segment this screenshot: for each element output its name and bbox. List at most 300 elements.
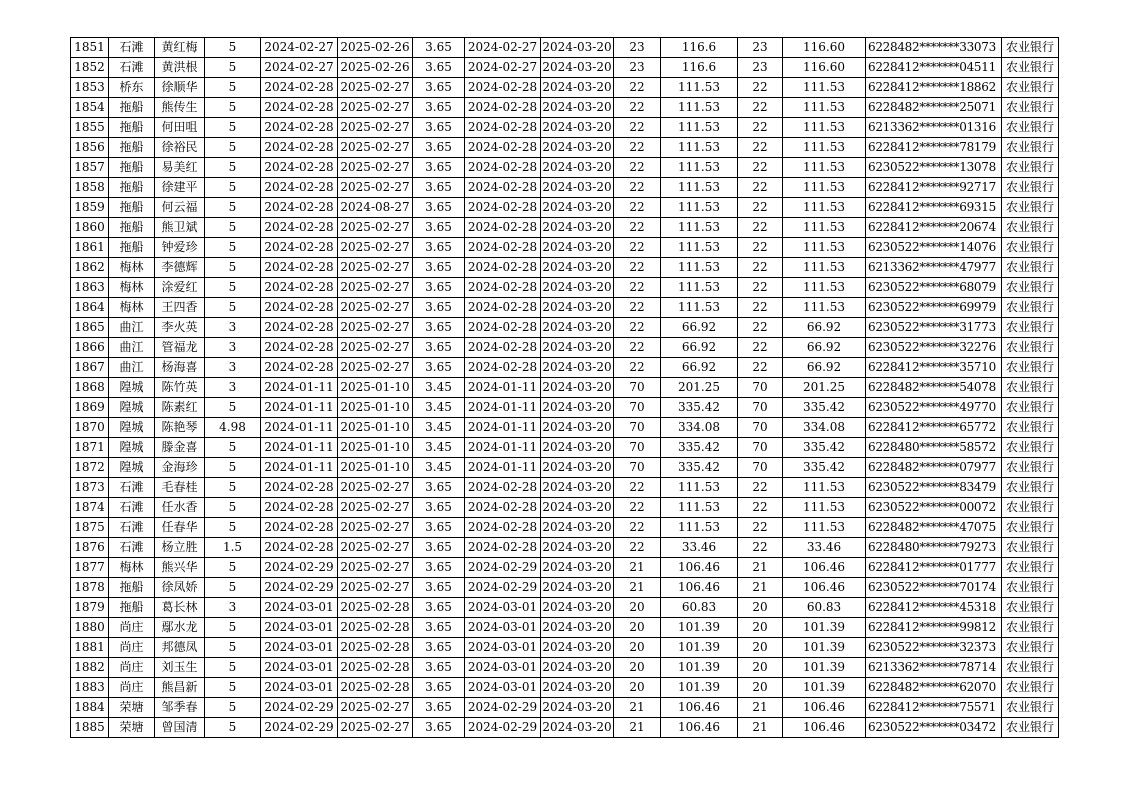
loan-amount-cell: 5 [205,518,261,538]
interest-rate-cell: 3.65 [413,198,465,218]
interest-start-date-cell: 2024-02-28 [465,358,541,378]
name-cell: 滕金喜 [155,438,205,458]
township-cell: 尚庄 [109,678,155,698]
interest-cell: 111.53 [661,258,738,278]
interest-rate-cell: 3.65 [413,678,465,698]
interest-rate-cell: 3.65 [413,278,465,298]
days-cell: 22 [614,538,661,558]
interest-end-date-cell: 2024-03-20 [541,418,614,438]
table-row [71,218,1059,238]
subsidy-amount-cell: 116.60 [783,58,866,78]
loan-end-date-cell: 2025-02-27 [338,278,413,298]
bank-name-cell: 农业银行 [1002,578,1059,598]
row-number-cell: 1879 [71,598,109,618]
row-number-cell: 1859 [71,198,109,218]
loan-start-date-cell: 2024-02-28 [261,258,338,278]
table-row [71,138,1059,158]
name-cell: 王四香 [155,298,205,318]
interest-start-date-cell: 2024-03-01 [465,638,541,658]
loan-amount-cell: 5 [205,138,261,158]
loan-start-date-cell: 2024-02-28 [261,318,338,338]
days-cell: 22 [614,238,661,258]
loan-amount-cell: 1.5 [205,538,261,558]
subsidy-days-cell: 21 [738,718,783,738]
days-cell: 21 [614,558,661,578]
subsidy-days-cell: 20 [738,638,783,658]
interest-start-date-cell: 2024-03-01 [465,618,541,638]
days-cell: 70 [614,378,661,398]
bank-name-cell: 农业银行 [1002,258,1059,278]
loan-amount-cell: 5 [205,438,261,458]
table-row [71,378,1059,398]
interest-end-date-cell: 2024-03-20 [541,158,614,178]
loan-amount-cell: 5 [205,718,261,738]
days-cell: 20 [614,598,661,618]
subsidy-amount-cell: 111.53 [783,198,866,218]
bank-name-cell: 农业银行 [1002,598,1059,618]
days-cell: 22 [614,218,661,238]
township-cell: 梅林 [109,558,155,578]
loan-end-date-cell: 2025-01-10 [338,438,413,458]
loan-amount-cell: 3 [205,318,261,338]
township-cell: 梅林 [109,278,155,298]
days-cell: 22 [614,158,661,178]
card-number-cell: 6228412*******78179 [866,138,1002,158]
name-cell: 徐建平 [155,178,205,198]
name-cell: 黄红梅 [155,38,205,58]
days-cell: 21 [614,698,661,718]
loan-end-date-cell: 2025-02-28 [338,638,413,658]
days-cell: 20 [614,618,661,638]
interest-end-date-cell: 2024-03-20 [541,398,614,418]
row-number-cell: 1854 [71,98,109,118]
subsidy-days-cell: 20 [738,658,783,678]
card-number-cell: 6230522*******49770 [866,398,1002,418]
interest-end-date-cell: 2024-03-20 [541,698,614,718]
name-cell: 杨立胜 [155,538,205,558]
interest-start-date-cell: 2024-02-28 [465,238,541,258]
interest-start-date-cell: 2024-02-29 [465,558,541,578]
name-cell: 徐裕民 [155,138,205,158]
interest-start-date-cell: 2024-02-28 [465,158,541,178]
row-number-cell: 1861 [71,238,109,258]
name-cell: 熊卫斌 [155,218,205,238]
name-cell: 徐顺华 [155,78,205,98]
row-number-cell: 1874 [71,498,109,518]
table-row [71,638,1059,658]
loan-start-date-cell: 2024-01-11 [261,438,338,458]
loan-amount-cell: 5 [205,558,261,578]
row-number-cell: 1873 [71,478,109,498]
interest-cell: 106.46 [661,718,738,738]
interest-cell: 335.42 [661,438,738,458]
interest-rate-cell: 3.65 [413,498,465,518]
interest-start-date-cell: 2024-02-28 [465,138,541,158]
loan-end-date-cell: 2025-02-27 [338,518,413,538]
name-cell: 黄洪根 [155,58,205,78]
loan-end-date-cell: 2025-01-10 [338,378,413,398]
loan-end-date-cell: 2025-02-27 [338,498,413,518]
loan-start-date-cell: 2024-02-28 [261,278,338,298]
name-cell: 熊昌新 [155,678,205,698]
bank-name-cell: 农业银行 [1002,638,1059,658]
subsidy-amount-cell: 111.53 [783,478,866,498]
name-cell: 陈素红 [155,398,205,418]
loan-start-date-cell: 2024-02-28 [261,338,338,358]
bank-name-cell: 农业银行 [1002,498,1059,518]
row-number-cell: 1858 [71,178,109,198]
township-cell: 尚庄 [109,638,155,658]
subsidy-amount-cell: 116.60 [783,38,866,58]
subsidy-days-cell: 70 [738,378,783,398]
loan-amount-cell: 5 [205,118,261,138]
table-row [71,578,1059,598]
subsidy-amount-cell: 106.46 [783,578,866,598]
days-cell: 22 [614,198,661,218]
subsidy-days-cell: 22 [738,218,783,238]
subsidy-amount-cell: 60.83 [783,598,866,618]
subsidy-days-cell: 22 [738,118,783,138]
subsidy-amount-cell: 111.53 [783,258,866,278]
table-row [71,718,1059,738]
loan-amount-cell: 4.98 [205,418,261,438]
loan-start-date-cell: 2024-03-01 [261,598,338,618]
subsidy-amount-cell: 111.53 [783,158,866,178]
loan-start-date-cell: 2024-02-28 [261,358,338,378]
bank-name-cell: 农业银行 [1002,158,1059,178]
days-cell: 23 [614,58,661,78]
subsidy-amount-cell: 111.53 [783,238,866,258]
interest-cell: 101.39 [661,658,738,678]
subsidy-amount-cell: 106.46 [783,718,866,738]
card-number-cell: 6228412*******01777 [866,558,1002,578]
interest-rate-cell: 3.65 [413,218,465,238]
loan-end-date-cell: 2025-02-27 [338,478,413,498]
loan-end-date-cell: 2025-02-27 [338,178,413,198]
subsidy-days-cell: 22 [738,158,783,178]
interest-rate-cell: 3.65 [413,38,465,58]
row-number-cell: 1852 [71,58,109,78]
table-row [71,398,1059,418]
card-number-cell: 6230522*******32373 [866,638,1002,658]
name-cell: 徐凤娇 [155,578,205,598]
subsidy-amount-cell: 101.39 [783,678,866,698]
card-number-cell: 6230522*******83479 [866,478,1002,498]
bank-name-cell: 农业银行 [1002,678,1059,698]
interest-rate-cell: 3.65 [413,178,465,198]
days-cell: 21 [614,718,661,738]
loan-start-date-cell: 2024-02-28 [261,118,338,138]
loan-start-date-cell: 2024-02-28 [261,178,338,198]
interest-rate-cell: 3.65 [413,538,465,558]
loan-amount-cell: 3 [205,358,261,378]
interest-start-date-cell: 2024-01-11 [465,398,541,418]
loan-amount-cell: 5 [205,178,261,198]
bank-name-cell: 农业银行 [1002,278,1059,298]
row-number-cell: 1851 [71,38,109,58]
subsidy-amount-cell: 106.46 [783,558,866,578]
card-number-cell: 6230522*******69979 [866,298,1002,318]
table-row [71,538,1059,558]
interest-cell: 201.25 [661,378,738,398]
loan-end-date-cell: 2025-02-27 [338,298,413,318]
loan-end-date-cell: 2025-01-10 [338,418,413,438]
bank-name-cell: 农业银行 [1002,178,1059,198]
loan-amount-cell: 5 [205,618,261,638]
loan-start-date-cell: 2024-01-11 [261,418,338,438]
table-row [71,258,1059,278]
card-number-cell: 6228412*******65772 [866,418,1002,438]
subsidy-amount-cell: 66.92 [783,358,866,378]
name-cell: 杨海喜 [155,358,205,378]
row-number-cell: 1884 [71,698,109,718]
loan-end-date-cell: 2025-02-27 [338,318,413,338]
interest-end-date-cell: 2024-03-20 [541,258,614,278]
interest-end-date-cell: 2024-03-20 [541,78,614,98]
loan-end-date-cell: 2025-02-28 [338,678,413,698]
table-row [71,518,1059,538]
interest-rate-cell: 3.65 [413,58,465,78]
card-number-cell: 6228412*******18862 [866,78,1002,98]
interest-start-date-cell: 2024-02-29 [465,578,541,598]
name-cell: 涂爱红 [155,278,205,298]
interest-start-date-cell: 2024-02-28 [465,98,541,118]
card-number-cell: 6228412*******20674 [866,218,1002,238]
interest-end-date-cell: 2024-03-20 [541,378,614,398]
loan-start-date-cell: 2024-02-28 [261,478,338,498]
name-cell: 陈艳琴 [155,418,205,438]
subsidy-amount-cell: 111.53 [783,218,866,238]
name-cell: 曾国清 [155,718,205,738]
days-cell: 70 [614,398,661,418]
interest-cell: 60.83 [661,598,738,618]
bank-name-cell: 农业银行 [1002,398,1059,418]
table-row [71,298,1059,318]
card-number-cell: 6230522*******00072 [866,498,1002,518]
loan-end-date-cell: 2025-02-27 [338,558,413,578]
interest-start-date-cell: 2024-01-11 [465,438,541,458]
bank-name-cell: 农业银行 [1002,318,1059,338]
subsidy-days-cell: 70 [738,438,783,458]
interest-rate-cell: 3.65 [413,118,465,138]
township-cell: 梅林 [109,258,155,278]
loan-start-date-cell: 2024-02-27 [261,58,338,78]
row-number-cell: 1876 [71,538,109,558]
subsidy-days-cell: 22 [738,78,783,98]
card-number-cell: 6230522*******14076 [866,238,1002,258]
loan-start-date-cell: 2024-02-28 [261,218,338,238]
loan-amount-cell: 5 [205,678,261,698]
bank-name-cell: 农业银行 [1002,78,1059,98]
interest-end-date-cell: 2024-03-20 [541,718,614,738]
interest-cell: 335.42 [661,458,738,478]
bank-name-cell: 农业银行 [1002,38,1059,58]
interest-end-date-cell: 2024-03-20 [541,478,614,498]
card-number-cell: 6228482*******54078 [866,378,1002,398]
interest-rate-cell: 3.65 [413,98,465,118]
card-number-cell: 6228412*******45318 [866,598,1002,618]
interest-end-date-cell: 2024-03-20 [541,318,614,338]
interest-start-date-cell: 2024-02-28 [465,538,541,558]
subsidy-days-cell: 22 [738,518,783,538]
subsidy-amount-cell: 111.53 [783,98,866,118]
loan-amount-cell: 5 [205,578,261,598]
days-cell: 21 [614,578,661,598]
loan-amount-cell: 5 [205,698,261,718]
table-row [71,598,1059,618]
days-cell: 22 [614,498,661,518]
row-number-cell: 1883 [71,678,109,698]
interest-end-date-cell: 2024-03-20 [541,558,614,578]
row-number-cell: 1857 [71,158,109,178]
loan-amount-cell: 3 [205,598,261,618]
name-cell: 熊兴华 [155,558,205,578]
interest-rate-cell: 3.65 [413,318,465,338]
township-cell: 隍城 [109,378,155,398]
interest-end-date-cell: 2024-03-20 [541,58,614,78]
loan-start-date-cell: 2024-03-01 [261,658,338,678]
interest-cell: 111.53 [661,98,738,118]
bank-name-cell: 农业银行 [1002,618,1059,638]
loan-amount-cell: 5 [205,78,261,98]
loan-start-date-cell: 2024-03-01 [261,678,338,698]
table-row [71,98,1059,118]
row-number-cell: 1853 [71,78,109,98]
name-cell: 邹季春 [155,698,205,718]
card-number-cell: 6230522*******70174 [866,578,1002,598]
name-cell: 钟爱珍 [155,238,205,258]
loan-end-date-cell: 2025-02-27 [338,218,413,238]
interest-cell: 66.92 [661,338,738,358]
subsidy-days-cell: 23 [738,38,783,58]
row-number-cell: 1871 [71,438,109,458]
loan-end-date-cell: 2025-01-10 [338,398,413,418]
interest-cell: 111.53 [661,118,738,138]
interest-cell: 101.39 [661,678,738,698]
loan-end-date-cell: 2025-02-27 [338,158,413,178]
subsidy-amount-cell: 111.53 [783,498,866,518]
loan-start-date-cell: 2024-02-29 [261,718,338,738]
name-cell: 易美红 [155,158,205,178]
subsidy-amount-cell: 111.53 [783,518,866,538]
interest-cell: 33.46 [661,538,738,558]
interest-end-date-cell: 2024-03-20 [541,578,614,598]
loan-end-date-cell: 2025-02-28 [338,618,413,638]
loan-start-date-cell: 2024-02-28 [261,198,338,218]
table-row [71,458,1059,478]
loan-start-date-cell: 2024-02-28 [261,78,338,98]
subsidy-amount-cell: 201.25 [783,378,866,398]
interest-end-date-cell: 2024-03-20 [541,218,614,238]
bank-name-cell: 农业银行 [1002,658,1059,678]
interest-rate-cell: 3.65 [413,558,465,578]
table-row [71,118,1059,138]
name-cell: 任水香 [155,498,205,518]
subsidy-amount-cell: 111.53 [783,78,866,98]
card-number-cell: 6230522*******68079 [866,278,1002,298]
township-cell: 荣塘 [109,698,155,718]
days-cell: 22 [614,178,661,198]
interest-cell: 66.92 [661,318,738,338]
interest-rate-cell: 3.65 [413,158,465,178]
interest-cell: 106.46 [661,698,738,718]
loan-end-date-cell: 2025-02-27 [338,138,413,158]
bank-name-cell: 农业银行 [1002,358,1059,378]
name-cell: 陈竹英 [155,378,205,398]
card-number-cell: 6228412*******92717 [866,178,1002,198]
card-number-cell: 6228412*******35710 [866,358,1002,378]
interest-start-date-cell: 2024-02-28 [465,258,541,278]
loan-end-date-cell: 2025-02-27 [338,578,413,598]
interest-cell: 106.46 [661,578,738,598]
interest-end-date-cell: 2024-03-20 [541,638,614,658]
township-cell: 曲江 [109,358,155,378]
loan-start-date-cell: 2024-02-28 [261,538,338,558]
subsidy-amount-cell: 66.92 [783,338,866,358]
table-row [71,698,1059,718]
interest-rate-cell: 3.65 [413,658,465,678]
township-cell: 隍城 [109,418,155,438]
days-cell: 22 [614,98,661,118]
loan-end-date-cell: 2025-02-27 [338,698,413,718]
interest-end-date-cell: 2024-03-20 [541,118,614,138]
township-cell: 拖船 [109,598,155,618]
loan-amount-cell: 5 [205,398,261,418]
interest-start-date-cell: 2024-02-28 [465,218,541,238]
table-row [71,318,1059,338]
interest-start-date-cell: 2024-02-28 [465,298,541,318]
loan-amount-cell: 5 [205,258,261,278]
subsidy-amount-cell: 111.53 [783,178,866,198]
loan-end-date-cell: 2025-02-27 [338,718,413,738]
card-number-cell: 6228412*******75571 [866,698,1002,718]
card-number-cell: 6230522*******31773 [866,318,1002,338]
loan-start-date-cell: 2024-01-11 [261,458,338,478]
interest-cell: 111.53 [661,238,738,258]
township-cell: 拖船 [109,118,155,138]
loan-amount-cell: 3 [205,338,261,358]
loan-amount-cell: 5 [205,498,261,518]
days-cell: 20 [614,658,661,678]
interest-rate-cell: 3.65 [413,698,465,718]
township-cell: 石滩 [109,518,155,538]
subsidy-days-cell: 70 [738,398,783,418]
interest-start-date-cell: 2024-02-27 [465,58,541,78]
interest-rate-cell: 3.65 [413,298,465,318]
table-row [71,678,1059,698]
township-cell: 石滩 [109,58,155,78]
interest-rate-cell: 3.65 [413,338,465,358]
days-cell: 22 [614,338,661,358]
subsidy-days-cell: 22 [738,298,783,318]
table-row [71,338,1059,358]
interest-start-date-cell: 2024-02-28 [465,118,541,138]
interest-start-date-cell: 2024-02-28 [465,518,541,538]
interest-rate-cell: 3.65 [413,618,465,638]
bank-name-cell: 农业银行 [1002,478,1059,498]
bank-name-cell: 农业银行 [1002,558,1059,578]
interest-end-date-cell: 2024-03-20 [541,358,614,378]
table-row [71,178,1059,198]
subsidy-amount-cell: 106.46 [783,698,866,718]
interest-rate-cell: 3.45 [413,398,465,418]
row-number-cell: 1872 [71,458,109,478]
interest-cell: 111.53 [661,278,738,298]
loan-end-date-cell: 2024-08-27 [338,198,413,218]
interest-end-date-cell: 2024-03-20 [541,438,614,458]
interest-cell: 334.08 [661,418,738,438]
interest-start-date-cell: 2024-02-28 [465,498,541,518]
